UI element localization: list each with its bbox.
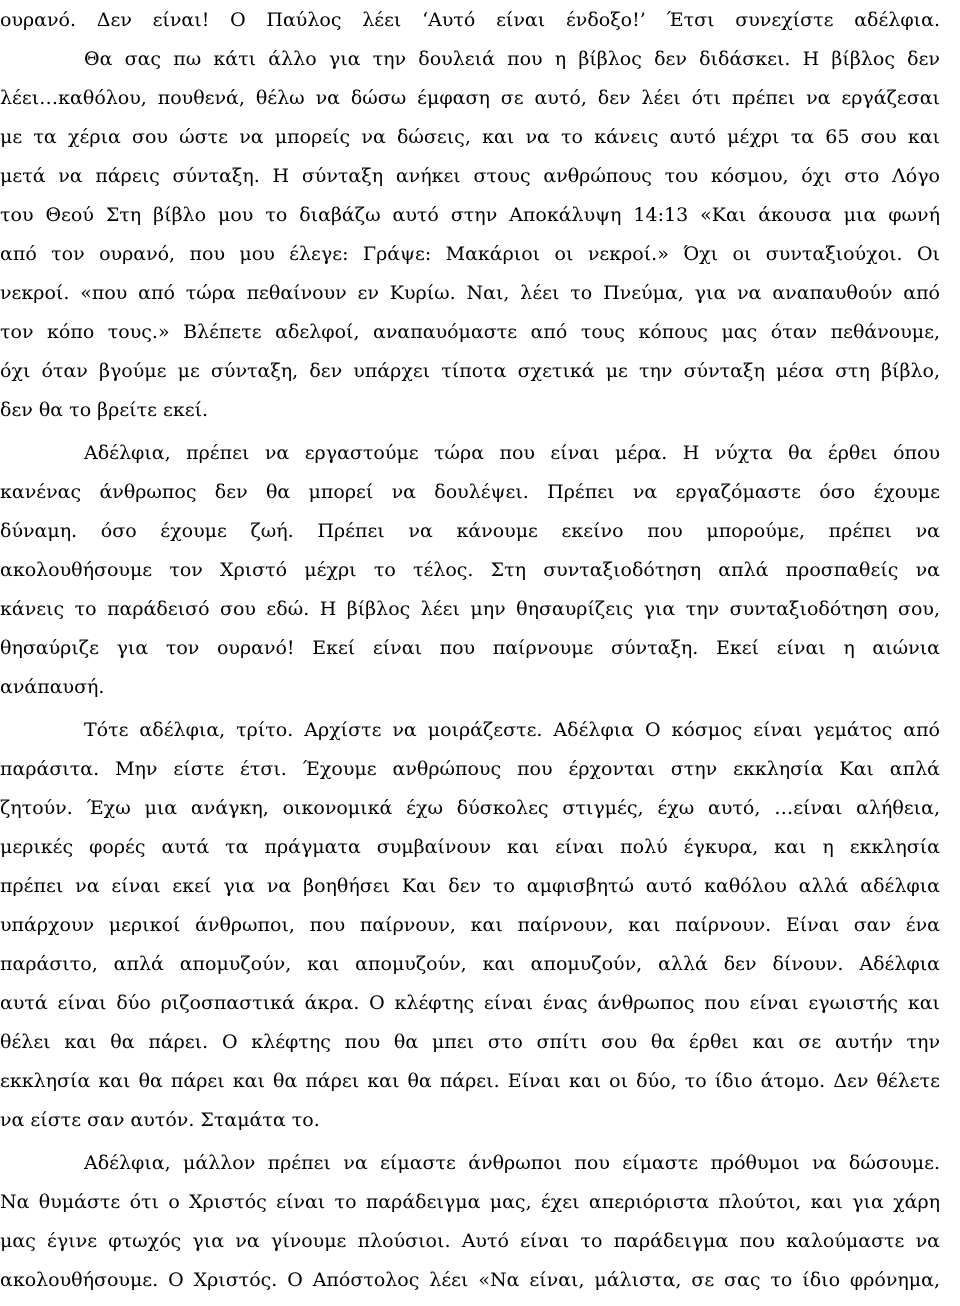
text-line: κανένας άνθρωπος δεν θα μπορεί να δουλέψει. Πρέπει να εργαζόμαστε όσο έχουμε (0, 481, 940, 503)
text-line: θέλει και θα πάρει. Ο κλέφτης που θα μπει στο σπίτι σου θα έρθει και σε αυτήν την (0, 1031, 940, 1053)
text-line: Να θυμάστε ότι ο Χριστός είναι το παράδειγμα μας, έχει απεριόριστα πλούτοι, και για χάρη (0, 1191, 940, 1213)
text-line: ακολουθήσουμε τον Χριστό μέχρι το τέλος. Στη συνταξιοδότηση απλά προσπαθείς να (0, 559, 940, 581)
paragraph-end-line: δεν θα το βρείτε εκεί. (0, 399, 209, 421)
text-line: νεκροί. «που από τώρα πεθαίνουν εν Κυρίω. Ναι, λέει το Πνεύμα, για να αναπαυθούν από (0, 282, 940, 304)
text-line: ζητούν. Έχω μια ανάγκη, οικονομικά έχω δύσκολες στιγμές, έχω αυτό, …είναι αλήθεια, (0, 797, 940, 819)
text-line: μας έγινε φτωχός για να γίνουμε πλούσιοι. Αυτό είναι το παράδειγμα που καλούμαστε να (0, 1230, 940, 1252)
paragraph-end-line: να είστε σαν αυτόν. Σταμάτα το. (0, 1109, 320, 1131)
text-line: ουρανό. Δεν είναι! Ο Παύλος λέει ‘Αυτό είναι ένδοξο!’ Έτσι συνεχίστε αδέλφια. (0, 9, 940, 31)
text-line: όχι όταν βγούμε με σύνταξη, δεν υπάρχει τίποτα σχετικά με την σύνταξη μέσα στη βίβλο, (0, 360, 940, 382)
text-line: εκκλησία και θα πάρει και θα πάρει και θα πάρει. Είναι και οι δύο, το ίδιο άτομο. Δεν θέλετε (0, 1070, 940, 1092)
text-line: πρέπει να είναι εκεί για να βοηθήσει Και δεν το αμφισβητώ αυτό καθόλου αλλά αδέλφια (0, 875, 940, 897)
text-line: τον κόπο τους.» Βλέπετε αδελφοί, αναπαυόμαστε από τους κόπους μας όταν πεθάνουμε, (0, 321, 940, 343)
text-line: θησαύριζε για τον ουρανό! Εκεί είναι που παίρνουμε σύνταξη. Εκεί είναι η αιώνια (0, 637, 940, 659)
text-line: κάνεις το παράδεισό σου εδώ. Η βίβλος λέει μην θησαυρίζεις για την συνταξιοδότηση σου, (0, 598, 940, 620)
text-line: λέει…καθόλου, πουθενά, θέλω να δώσω έμφαση σε αυτό, δεν λέει ότι πρέπει να εργάζεσαι (0, 87, 940, 109)
paragraph-start-line: Αδέλφια, μάλλον πρέπει να είμαστε άνθρωποι που είμαστε πρόθυμοι να δώσουμε. (84, 1152, 940, 1174)
text-line: του Θεού Στη βίβλο μου το διαβάζω αυτό στην Αποκάλυψη 14:13 «Και άκουσα μια φωνή (0, 204, 940, 226)
text-line: με τα χέρια σου ώστε να μπορείς να δώσεις, και να το κάνεις αυτό μέχρι τα 65 σου και (0, 126, 940, 148)
text-line: παράσιτα. Μην είστε έτσι. Έχουμε ανθρώπους που έρχονται στην εκκλησία Και απλά (0, 758, 940, 780)
text-line: παράσιτο, απλά απομυζούν, και απομυζούν, και απομυζούν, αλλά δεν δίνουν. Αδέλφια (0, 953, 940, 975)
paragraph-start-line: Θα σας πω κάτι άλλο για την δουλειά που η βίβλος δεν διδάσκει. Η βίβλος δεν (84, 48, 940, 70)
text-line: ακολουθήσουμε. Ο Χριστός. Ο Απόστολος λέει «Να είναι, μάλιστα, σε σας το ίδιο φρόνημα, (0, 1269, 940, 1291)
paragraph-end-line: ανάπαυσή. (0, 676, 105, 698)
text-line: μερικές φορές αυτά τα πράγματα συμβαίνουν και είναι πολύ έγκυρα, και η εκκλησία (0, 836, 940, 858)
text-line: από τον ουρανό, που μου έλεγε: Γράψε: Μακάριοι οι νεκροί.» Όχι οι συνταξιούχοι. Οι (0, 243, 940, 265)
text-line: αυτά είναι δύο ριζοσπαστικά άκρα. Ο κλέφτης είναι ένας άνθρωπος που είναι εγωιστής και (0, 992, 940, 1014)
text-line: δύναμη. όσο έχουμε ζωή. Πρέπει να κάνουμε εκείνο που μπορούμε, πρέπει να (0, 520, 940, 542)
text-line: μετά να πάρεις σύνταξη. Η σύνταξη ανήκει στους ανθρώπους του κόσμου, όχι στο Λόγο (0, 165, 940, 187)
paragraph-start-line: Τότε αδέλφια, τρίτο. Αρχίστε να μοιράζεστε. Αδέλφια Ο κόσμος είναι γεμάτος από (84, 719, 940, 741)
text-line: υπάρχουν μερικοί άνθρωποι, που παίρνουν, και παίρνουν, και παίρνουν. Είναι σαν ένα (0, 914, 940, 936)
paragraph-start-line: Αδέλφια, πρέπει να εργαστούμε τώρα που είναι μέρα. Η νύχτα θα έρθει όπου (84, 442, 940, 464)
